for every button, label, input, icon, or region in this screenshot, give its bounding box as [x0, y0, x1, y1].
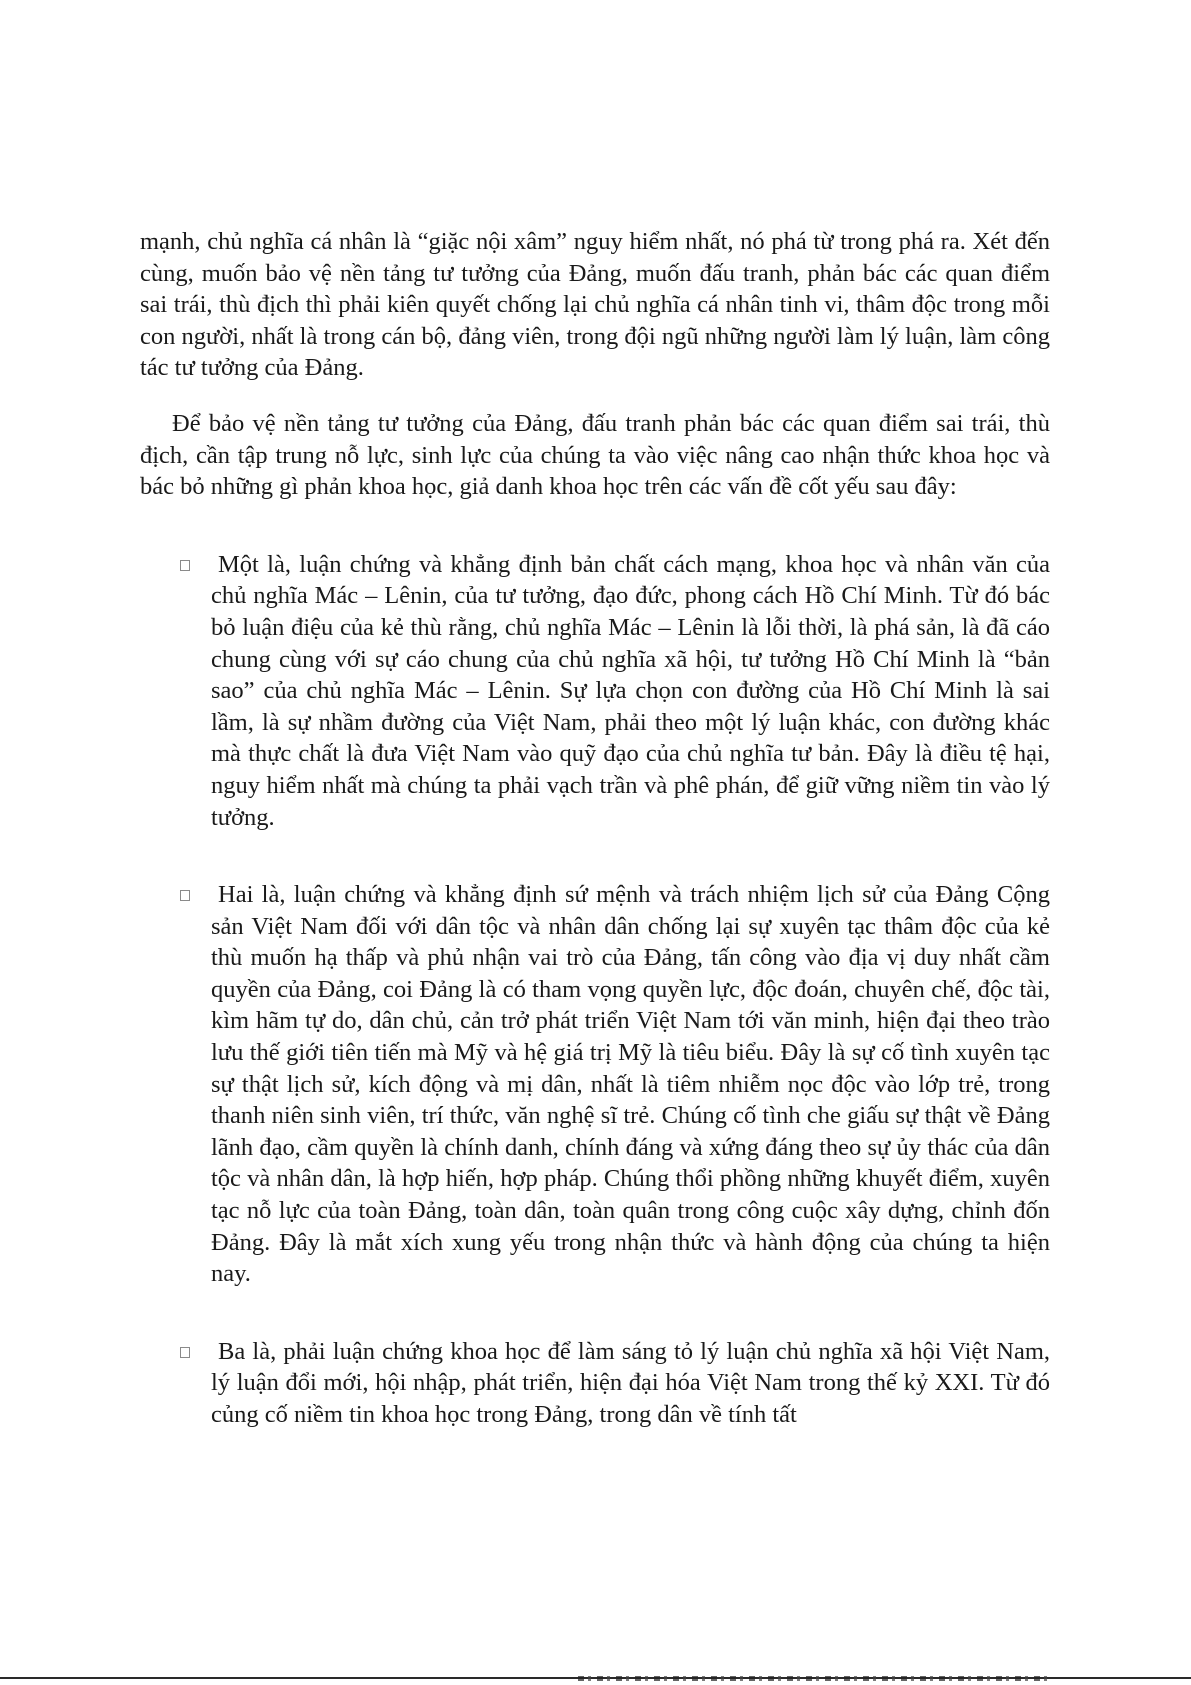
footer-scan-marks: [578, 1676, 1048, 1681]
checkbox-bullet-icon: [180, 890, 190, 901]
list-item: [140, 879, 1050, 1290]
list-item-text: Hai là, luận chứng và khẳng định sứ mệnh và trách nhiệm lịch sử của Đảng Cộng sản Việt Nam đối với dân tộc và nhân dân chống lại sự xuyên tạc thâm độc của kẻ thù muốn hạ thấp và phủ nhận vai trò của Đảng, tấn công vào địa vị duy nhất cầm quyền của Đảng, coi Đảng là có tham vọng quyền lực, độc đoán, chuyên chế, độc tài, kìm hãm tự do, dân chủ, cản trở phát triển Việt Nam tới văn minh, hiện đại theo trào lưu thế giới tiên tiến mà Mỹ và hệ giá trị Mỹ là tiêu biểu. Đây là sự cố tình xuyên tạc sự thật lịch sử, kích động và mị dân, nhất là tiêm nhiễm nọc độc vào lớp trẻ, trong thanh niên sinh viên, trí thức, văn nghệ sĩ trẻ. Chúng cố tình che giấu sự thật về Đảng lãnh đạo, cầm quyền là chính danh, chính đáng và xứng đáng theo sự ủy thác của dân tộc và nhân dân, là hợp hiến, hợp pháp. Chúng thổi phồng những khuyết điểm, xuyên tạc nỗ lực của toàn Đảng, toàn dân, toàn quân trong công cuộc xây dựng, chỉnh đốn Đảng. Đây là mắt xích xung yếu trong nhận thức và hành động của chúng ta hiện nay.: [211, 881, 1050, 1288]
bullet-list: [140, 549, 1050, 1431]
paragraph-continuation: mạnh, chủ nghĩa cá nhân là “giặc nội xâm” nguy hiểm nhất, nó phá từ trong phá ra. Xét đến cùng, muốn bảo vệ nền tảng tư tưởng của Đảng, muốn đấu tranh, phản bác các quan điểm sai trái, thù địch thì phải kiên quyết chống lại chủ nghĩa cá nhân tinh vi, thâm độc trong mỗi con người, nhất là trong cán bộ, đảng viên, trong đội ngũ những người làm lý luận, làm công tác tư tưởng của Đảng.: [140, 228, 1050, 382]
document-page: [140, 226, 1050, 1431]
checkbox-bullet-icon: [180, 560, 190, 571]
paragraph-intro: Để bảo vệ nền tảng tư tưởng của Đảng, đấu tranh phản bác các quan điểm sai trái, thù địch, cần tập trung nỗ lực, sinh lực của chúng ta vào việc nâng cao nhận thức khoa học và bác bỏ những gì phản khoa học, giả danh khoa học trên các vấn đề cốt yếu sau đây:: [140, 409, 1050, 501]
checkbox-bullet-icon: [180, 1347, 190, 1358]
list-item-text: Một là, luận chứng và khẳng định bản chất cách mạng, khoa học và nhân văn của chủ nghĩa Mác – Lênin, của tư tưởng, đạo đức, phong cách Hồ Chí Minh. Từ đó bác bỏ luận điệu của kẻ thù rằng, chủ nghĩa Mác – Lênin là lỗi thời, là phá sản, là đã cáo chung cùng với sự cáo chung của chủ nghĩa xã hội, tư tưởng Hồ Chí Minh là “bản sao” của chủ nghĩa Mác – Lênin. Sự lựa chọn con đường của Hồ Chí Minh là sai lầm, là sự nhầm đường của Việt Nam, phải theo một lý luận khác, con đường khác mà thực chất là đưa Việt Nam vào quỹ đạo của chủ nghĩa tư bản. Đây là điều tệ hại, nguy hiểm nhất mà chúng ta phải vạch trần và phê phán, để giữ vững niềm tin vào lý tưởng.: [211, 550, 1050, 831]
list-item-text: Ba là, phải luận chứng khoa học để làm sáng tỏ lý luận chủ nghĩa xã hội Việt Nam, lý luận đổi mới, hội nhập, phát triển, hiện đại hóa Việt Nam trong thế kỷ XXI. Từ đó củng cố niềm tin khoa học trong Đảng, trong dân về tính tất: [211, 1337, 1050, 1428]
list-item: [140, 1336, 1050, 1431]
list-item: [140, 549, 1050, 833]
